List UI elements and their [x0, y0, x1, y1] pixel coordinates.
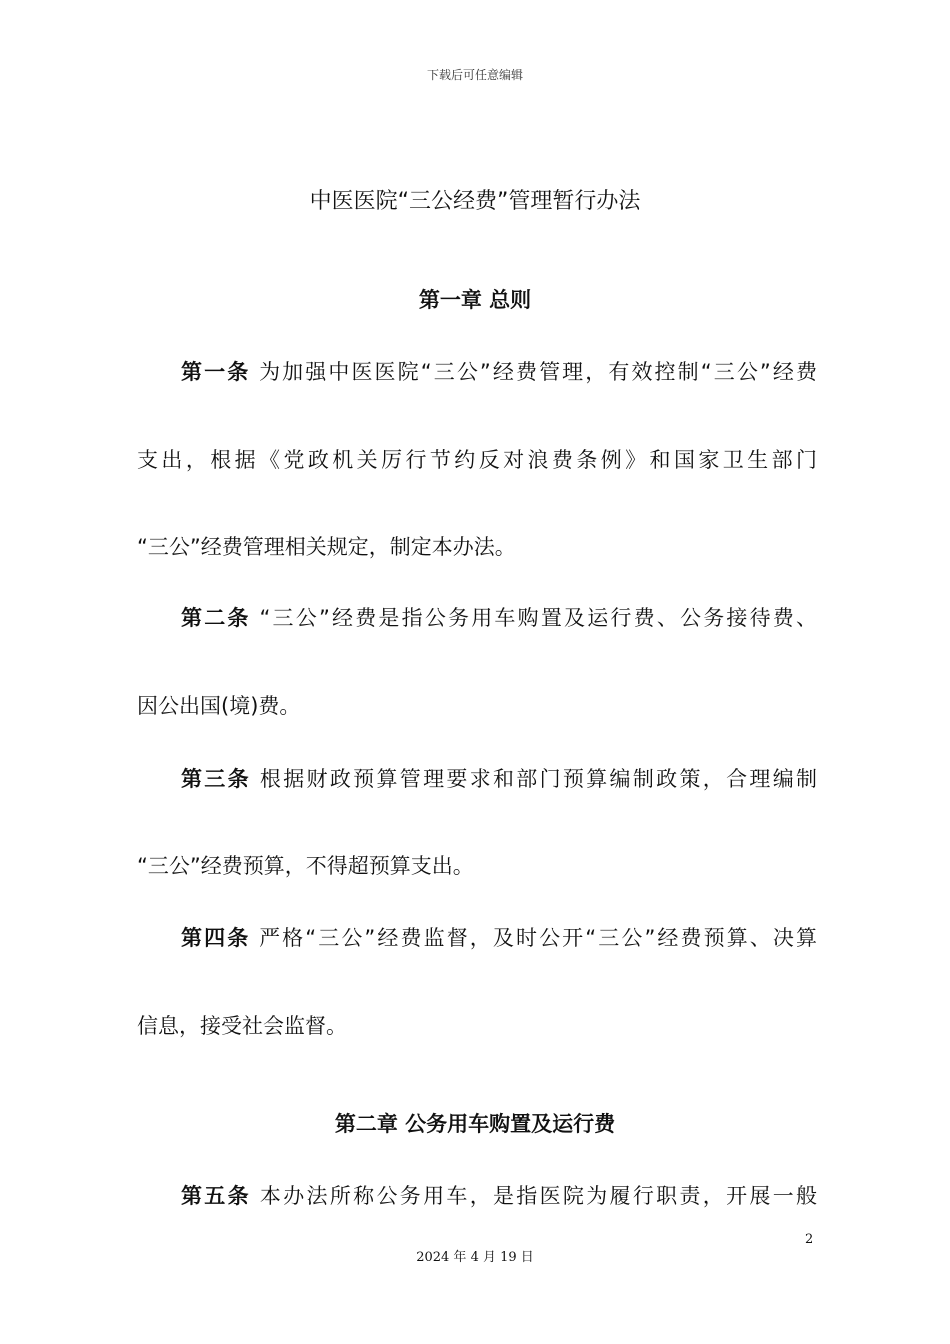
- chapter-2-heading: 第二章 公务用车购置及运行费: [334, 1112, 616, 1136]
- footer-date: 2024 年 4 月 19 日: [416, 1250, 534, 1265]
- article-2-label: 第二条: [181, 606, 251, 630]
- article-1-line-3: “三公”经费管理相关规定，制定本办法。: [137, 535, 516, 559]
- article-3-label: 第三条: [181, 767, 251, 791]
- article-1-line-1: [181, 356, 817, 388]
- article-1-line-2: 支出，根据《党政机关厉行节约反对浪费条例》和国家卫生部门: [137, 448, 817, 472]
- article-5-label: 第五条: [181, 1184, 251, 1208]
- article-5-line-1: [181, 1180, 817, 1212]
- article-1-label: 第一条: [181, 360, 251, 384]
- article-5-text-1: 本办法所称公务用车，是指医院为履行职责，开展一般: [250, 1184, 817, 1208]
- document-title: 中医医院“三公经费”管理暂行办法: [309, 189, 641, 214]
- article-2-text-1: “三公”经费是指公务用车购置及运行费、公务接待费、: [250, 606, 818, 630]
- header-note: 下载后可任意编辑: [426, 68, 523, 82]
- article-2-line-1: [181, 602, 817, 634]
- article-4-line-2: 信息，接受社会监督。: [137, 1014, 347, 1038]
- article-4-label: 第四条: [181, 926, 251, 950]
- article-3-line-1: [181, 763, 817, 795]
- article-3-line-2: “三公”经费预算，不得超预算支出。: [137, 854, 474, 878]
- article-3-text-1: 根据财政预算管理要求和部门预算编制政策，合理编制: [250, 767, 817, 791]
- chapter-1-heading: 第一章 总则: [418, 288, 532, 312]
- article-4-text-1: 严格“三公”经费监督，及时公开“三公”经费预算、决算: [250, 926, 817, 950]
- article-2-line-2: 因公出国(境)费。: [137, 694, 301, 718]
- page-number: 2: [805, 1232, 814, 1247]
- article-1-text-1: 为加强中医医院“三公”经费管理，有效控制“三公”经费: [250, 360, 817, 384]
- article-4-line-1: [181, 922, 817, 954]
